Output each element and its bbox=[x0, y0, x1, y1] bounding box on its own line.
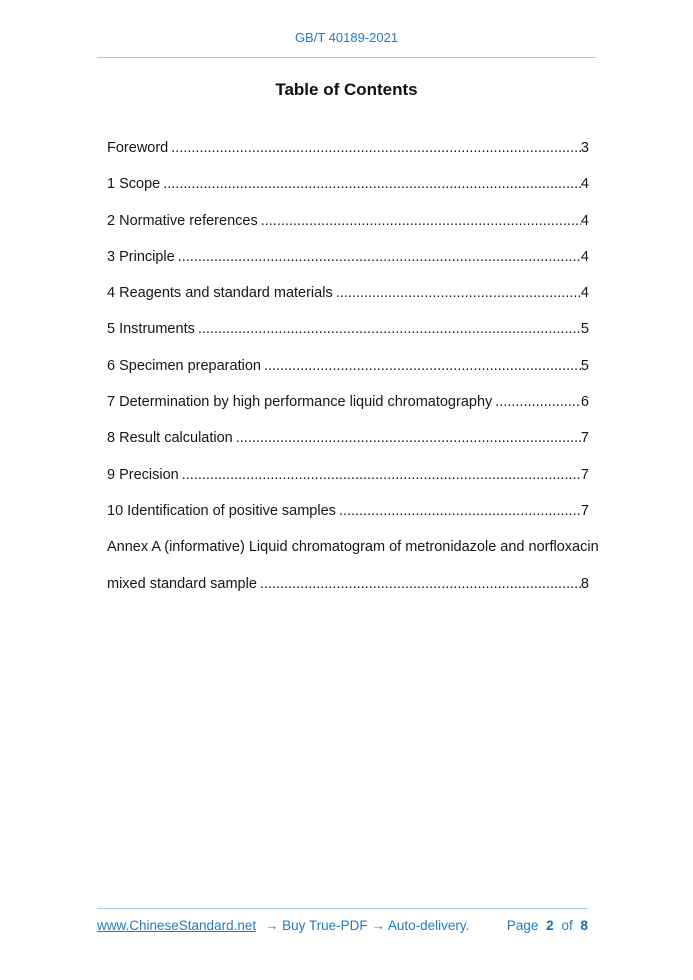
toc-entry-page: 4 bbox=[580, 176, 589, 193]
toc-entry-label: 9 Precision bbox=[107, 466, 179, 483]
header-rule bbox=[97, 57, 596, 58]
footer-tagline: → Buy True-PDF → Auto-delivery. bbox=[264, 918, 470, 933]
toc-entry-page: 7 bbox=[580, 430, 589, 447]
page-indicator bbox=[507, 917, 588, 934]
toc-entry-label: mixed standard sample bbox=[107, 575, 257, 592]
toc-entry-label: 3 Principle bbox=[107, 248, 175, 265]
toc-entry-label: 8 Result calculation bbox=[107, 430, 233, 447]
page-word: Page bbox=[506, 918, 539, 933]
toc-entry-principle bbox=[107, 249, 589, 285]
toc-entry-determination-hplc bbox=[107, 394, 589, 430]
toc-leader-dots bbox=[182, 467, 581, 484]
toc-leader-dots bbox=[336, 285, 581, 302]
of-word: of bbox=[561, 918, 573, 933]
toc-annex-line1: Annex A (informative) Liquid chromatogram of metronidazole and norfloxacin bbox=[107, 539, 599, 556]
page-current: 2 bbox=[546, 918, 554, 933]
toc-leader-dots bbox=[261, 213, 581, 230]
toc-leader-dots bbox=[264, 358, 581, 375]
toc-entry-page: 7 bbox=[580, 502, 589, 519]
toc-entry-label: 2 Normative references bbox=[107, 212, 258, 229]
footer-left bbox=[97, 917, 469, 934]
toc-leader-dots bbox=[260, 576, 581, 593]
toc-entry-page: 3 bbox=[580, 140, 589, 156]
toc-entry-label: Foreword bbox=[107, 140, 169, 156]
toc-entry-precision bbox=[107, 467, 589, 503]
footer-rule bbox=[97, 908, 588, 909]
toc-leader-dots bbox=[163, 176, 581, 193]
toc-entry-normative-references bbox=[107, 213, 589, 249]
toc-entry-label: 1 Scope bbox=[107, 176, 161, 193]
toc-leader-dots bbox=[171, 140, 581, 157]
toc-entry-label: 10 Identification of positive samples bbox=[107, 502, 336, 519]
toc-entry-label: 7 Determination by high performance liquid chromatography bbox=[107, 394, 493, 411]
toc-entry-positive-samples bbox=[107, 503, 589, 539]
header-doc-number: GB/T 40189-2021 bbox=[294, 30, 399, 45]
toc-leader-dots bbox=[178, 249, 581, 266]
toc-entry-page: 7 bbox=[580, 466, 589, 483]
toc-entry-page: 4 bbox=[580, 285, 589, 302]
toc-entry-label: 6 Specimen preparation bbox=[107, 357, 261, 374]
toc-leader-dots bbox=[236, 430, 581, 447]
page-title: Table of Contents bbox=[275, 80, 418, 99]
toc-entry-scope bbox=[107, 176, 589, 212]
toc-entry-page: 5 bbox=[580, 321, 589, 338]
toc-leader-dots bbox=[495, 394, 581, 411]
toc-annex-line2 bbox=[107, 576, 589, 612]
toc-entry-foreword bbox=[107, 140, 589, 176]
toc-entry-reagents bbox=[107, 285, 589, 321]
toc-entry-specimen-preparation bbox=[107, 358, 589, 394]
toc-entry-page: 4 bbox=[580, 212, 589, 229]
toc-entry-page: 4 bbox=[580, 248, 589, 265]
toc-entry-instruments bbox=[107, 321, 589, 357]
toc-leader-dots bbox=[198, 321, 581, 338]
toc-entry-label: 5 Instruments bbox=[107, 321, 195, 338]
toc-entry-page: 6 bbox=[580, 394, 589, 411]
table-of-contents bbox=[107, 140, 599, 612]
footer bbox=[97, 917, 588, 934]
toc-entry-label: 4 Reagents and standard materials bbox=[107, 285, 333, 302]
page-total: 8 bbox=[580, 918, 588, 933]
site-link[interactable]: www.ChineseStandard.net bbox=[97, 918, 257, 933]
toc-leader-dots bbox=[339, 503, 581, 520]
toc-entry-page: 5 bbox=[580, 357, 589, 374]
toc-entry-result-calculation bbox=[107, 430, 589, 466]
toc-entry-page: 8 bbox=[580, 575, 589, 592]
